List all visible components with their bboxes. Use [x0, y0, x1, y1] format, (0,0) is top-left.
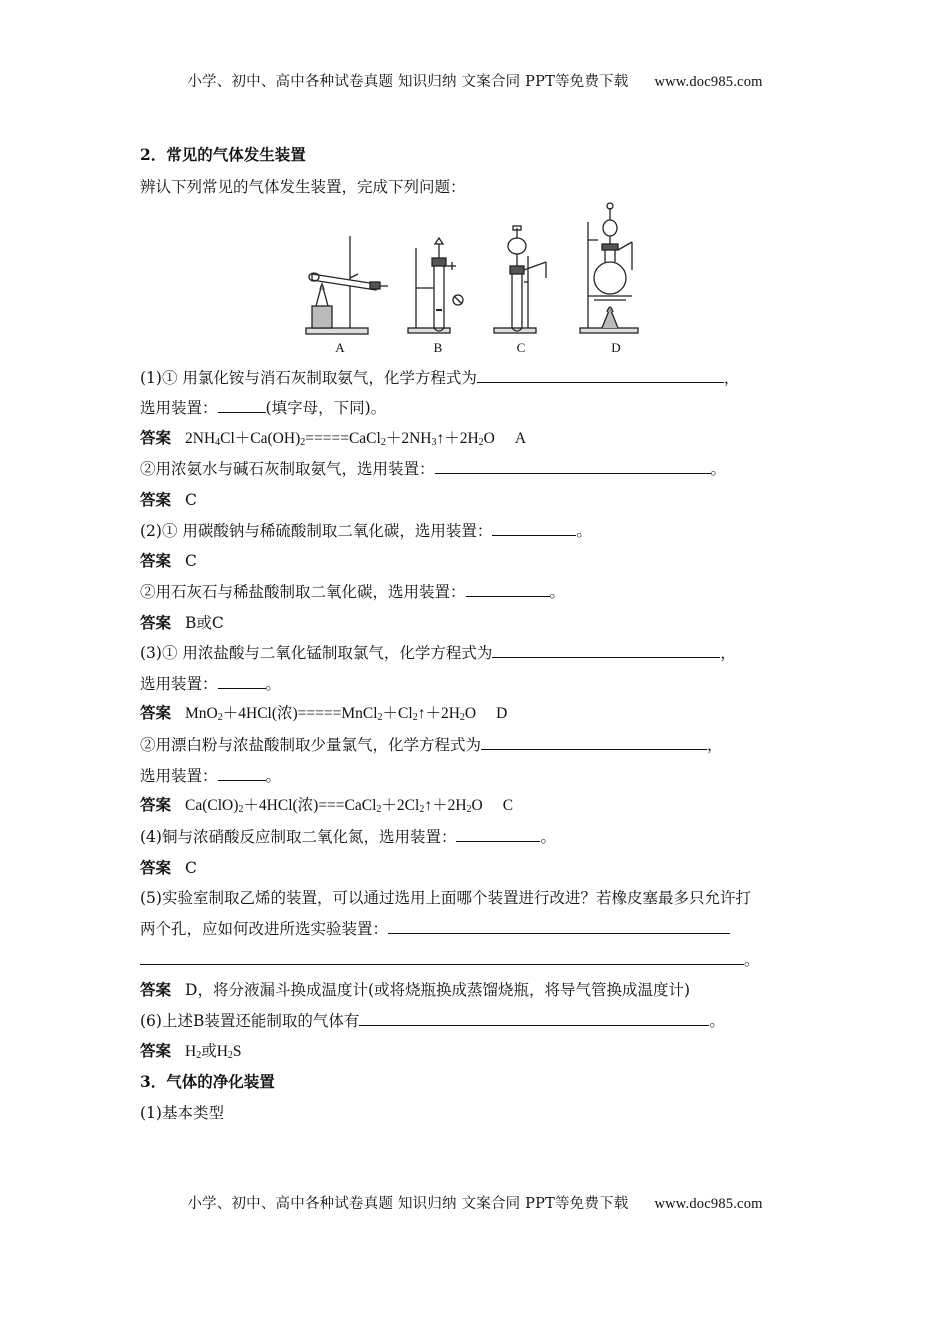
figure-label-a: A [335, 340, 345, 355]
q5-line3: 。 [140, 950, 760, 970]
q2-part1-blank[interactable] [492, 521, 576, 536]
q3-part2: ②用漂白粉与浓盐酸制取少量氯气，化学方程式为 ， [140, 736, 723, 754]
q2-part2: ②用石灰石与稀盐酸制取二氧化碳，选用装置： 。 [140, 583, 566, 601]
q1-part2: ②用浓氨水与碱石灰制取氨气，选用装置： 。 [140, 460, 727, 478]
footer-url[interactable]: www.doc985.com [654, 1196, 763, 1212]
q2-answer1: 答案 C [140, 551, 197, 570]
section3-title: 3．气体的净化装置 [140, 1072, 275, 1091]
q5-answer: 答案 D，将分液漏斗换成温度计(或将烧瓶换成蒸馏烧瓶，将导气管换成温度计) [140, 980, 691, 999]
figure-label-c: C [516, 340, 526, 355]
figure-label-d: D [611, 340, 621, 355]
q2-answer2: 答案 B或C [140, 613, 224, 632]
q2-part2-blank[interactable] [466, 582, 550, 597]
apparatus-c [494, 226, 546, 333]
q5-line2: 两个孔，应如何改进所选实验装置： [140, 919, 730, 939]
q3-part1-select: 选用装置： 。 [140, 675, 282, 693]
header-url[interactable]: www.doc985.com [654, 74, 763, 90]
q4: (4)铜与浓硝酸反应制取二氧化氮，选用装置： 。 [140, 828, 556, 846]
q5-blank[interactable] [388, 919, 730, 934]
q1-part1-text: (1)① 用氯化铵与消石灰制取氨气，化学方程式为 [140, 369, 477, 387]
q3-part2-select-blank[interactable] [218, 766, 266, 781]
q1-part1-select: 选用装置： (填字母，下同)。 [140, 399, 387, 417]
apparatus-a [306, 236, 388, 334]
q3-equation-blank[interactable] [492, 643, 720, 658]
q2-part1: (2)① 用碳酸钠与稀硫酸制取二氧化碳，选用装置： 。 [140, 522, 592, 540]
q6: (6)上述B装置还能制取的气体有 。 [140, 1012, 725, 1030]
q1-equation-blank[interactable] [477, 368, 724, 383]
q5-line1: (5)实验室制取乙烯的装置，可以通过选用上面哪个装置进行改进？若橡皮塞最多只允许打 [140, 889, 751, 907]
q1-select-blank[interactable] [218, 398, 266, 413]
q3-part2-blank[interactable] [481, 735, 707, 750]
q5-blank-2[interactable] [140, 950, 744, 965]
page-footer [0, 1192, 950, 1213]
q1-answer1: 答案 $2NH_4Cl+Ca(OH)_2=====CaCl_2+2NH_3↑+2H_2O$ A [140, 430, 527, 448]
page-header [0, 70, 950, 91]
q3-part1: (3)① 用浓盐酸与二氧化锰制取氯气，化学方程式为 ， [140, 644, 736, 662]
header-text: 小学、初中、高中各种试卷真题 知识归纳 文案合同 PPT等免费下载 [187, 74, 629, 90]
q4-blank[interactable] [456, 827, 540, 842]
q3-answer1: 答案 MnO$_2$＋4HCl(浓)$=====MnCl_2+Cl_2↑+2H_2O$ D [140, 705, 508, 723]
q1-answer2: 答案 C [140, 490, 197, 509]
footer-text: 小学、初中、高中各种试卷真题 知识归纳 文案合同 PPT等免费下载 [187, 1196, 629, 1212]
q6-blank[interactable] [359, 1011, 709, 1026]
section3-sub: (1)基本类型 [140, 1104, 224, 1122]
q1-part1: (1)① 用氯化铵与消石灰制取氨气，化学方程式为 ， [140, 369, 740, 387]
q4-answer: 答案 C [140, 858, 197, 877]
apparatus-figure [298, 200, 650, 356]
q3-answer2: 答案 $Ca(ClO)_2+4HCl$(浓)$===CaCl_2+2Cl_2↑+2H_2O$ C [140, 797, 514, 815]
section2-intro: 辨认下列常见的气体发生装置，完成下列问题： [140, 178, 466, 196]
section2-title: 2．常见的气体发生装置 [140, 145, 306, 164]
q1-part2-blank[interactable] [435, 459, 711, 474]
q3-select-blank[interactable] [218, 674, 266, 689]
apparatus-d [580, 203, 638, 333]
figure-label-b: B [433, 340, 443, 355]
apparatus-b [408, 238, 463, 333]
q6-answer: 答案 $H_2$或$H_2S$ [140, 1043, 242, 1061]
q3-part2-select: 选用装置： 。 [140, 767, 282, 785]
